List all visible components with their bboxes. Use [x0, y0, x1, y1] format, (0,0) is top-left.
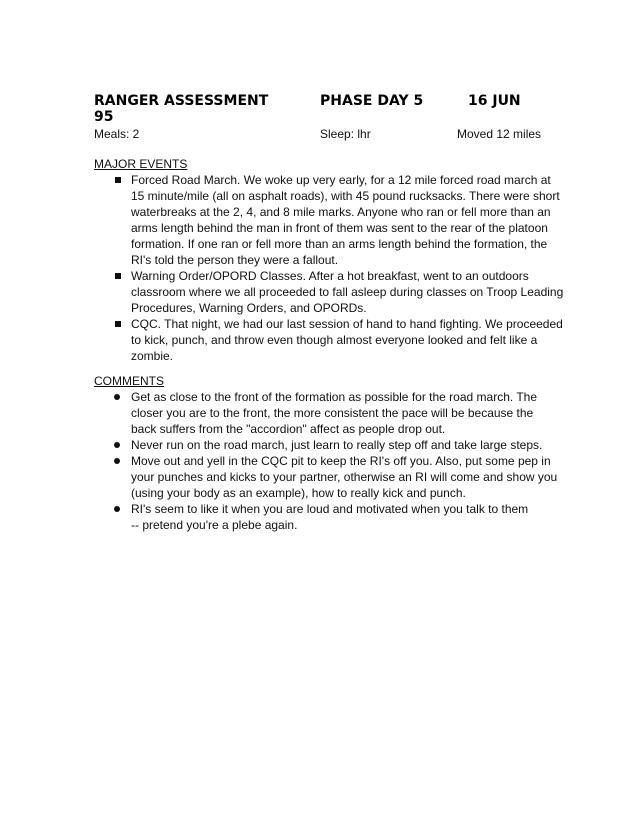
square-bullet-icon [115, 321, 121, 327]
item-line: (using your body as an example), how to really kick and punch. [131, 486, 466, 500]
round-bullet-icon [114, 458, 120, 464]
assessment-date: 16 JUN [468, 93, 521, 109]
item-line: formation. If one ran or fell more than an arms length behind the formation, the [131, 237, 548, 251]
item-line: Never run on the road march, just learn to really step off and take large steps. [131, 438, 543, 452]
sleep-hours: Sleep: lhr [320, 127, 371, 141]
assessment-year: 95 [94, 109, 114, 125]
item-line: Procedures, Warning Orders, and OPORDs. [131, 301, 367, 315]
item-line: Move out and yell in the CQC pit to keep the RI's off you. Also, put some pep in [131, 454, 551, 468]
phase-day: PHASE DAY 5 [320, 93, 424, 109]
list-item [94, 437, 554, 453]
round-bullet-icon [114, 394, 120, 400]
square-bullet-icon [115, 273, 121, 279]
list-item [94, 268, 564, 316]
list-item [94, 389, 554, 437]
item-line: to kick, punch, and throw even though almost everyone looked and felt like a [131, 333, 538, 347]
assessment-title: RANGER ASSESSMENT [94, 93, 269, 109]
miles-moved: Moved 12 miles [457, 127, 542, 141]
comments-list [94, 389, 558, 533]
item-line: waterbreaks at the 2, 4, and 8 mile marks. Anyone who ran or fell more than an [131, 205, 551, 219]
item-line: your punches and kicks to your partner, otherwise an RI will come and show you [131, 470, 558, 484]
item-line: classroom where we all proceeded to fall asleep during classes on Troop Leading [131, 285, 564, 299]
major-events-heading: MAJOR EVENTS [94, 157, 188, 171]
meals-count: Meals: 2 [94, 127, 140, 141]
list-item [94, 453, 558, 501]
major-events-list [94, 172, 564, 364]
heading-row [94, 91, 554, 111]
list-item [94, 172, 560, 268]
item-line: arms length behind the man in front of them was sent to the rear of the platoon [131, 221, 548, 235]
item-line: -- pretend you're a plebe again. [131, 518, 298, 532]
item-line: CQC. That night, we had our last session of hand to hand fighting. We proceeded [131, 317, 563, 331]
item-line: closer you are to the front, the more consistent the pace will be because the [131, 406, 534, 420]
item-line: 15 minute/mile (all on asphalt roads), with 45 pound rucksacks. There were short [131, 189, 560, 203]
round-bullet-icon [114, 506, 120, 512]
item-line: back suffers from the "accordion" affect as people drop out. [131, 422, 446, 436]
item-line: Forced Road March. We woke up very early, for a 12 mile forced road march at [131, 173, 551, 187]
item-line: Warning Order/OPORD Classes. After a hot breakfast, went to an outdoors [131, 269, 529, 283]
list-item [94, 316, 563, 364]
list-item [94, 501, 554, 533]
item-line: RI's seem to like it when you are loud and motivated when you talk to them [131, 502, 529, 516]
item-line: zombie. [131, 349, 174, 363]
item-line: RI's told the person they were a fallout. [131, 253, 339, 267]
round-bullet-icon [114, 442, 120, 448]
square-bullet-icon [115, 177, 121, 183]
comments-heading: COMMENTS [94, 374, 164, 388]
item-line: Get as close to the front of the formation as possible for the road march. The [131, 390, 537, 404]
